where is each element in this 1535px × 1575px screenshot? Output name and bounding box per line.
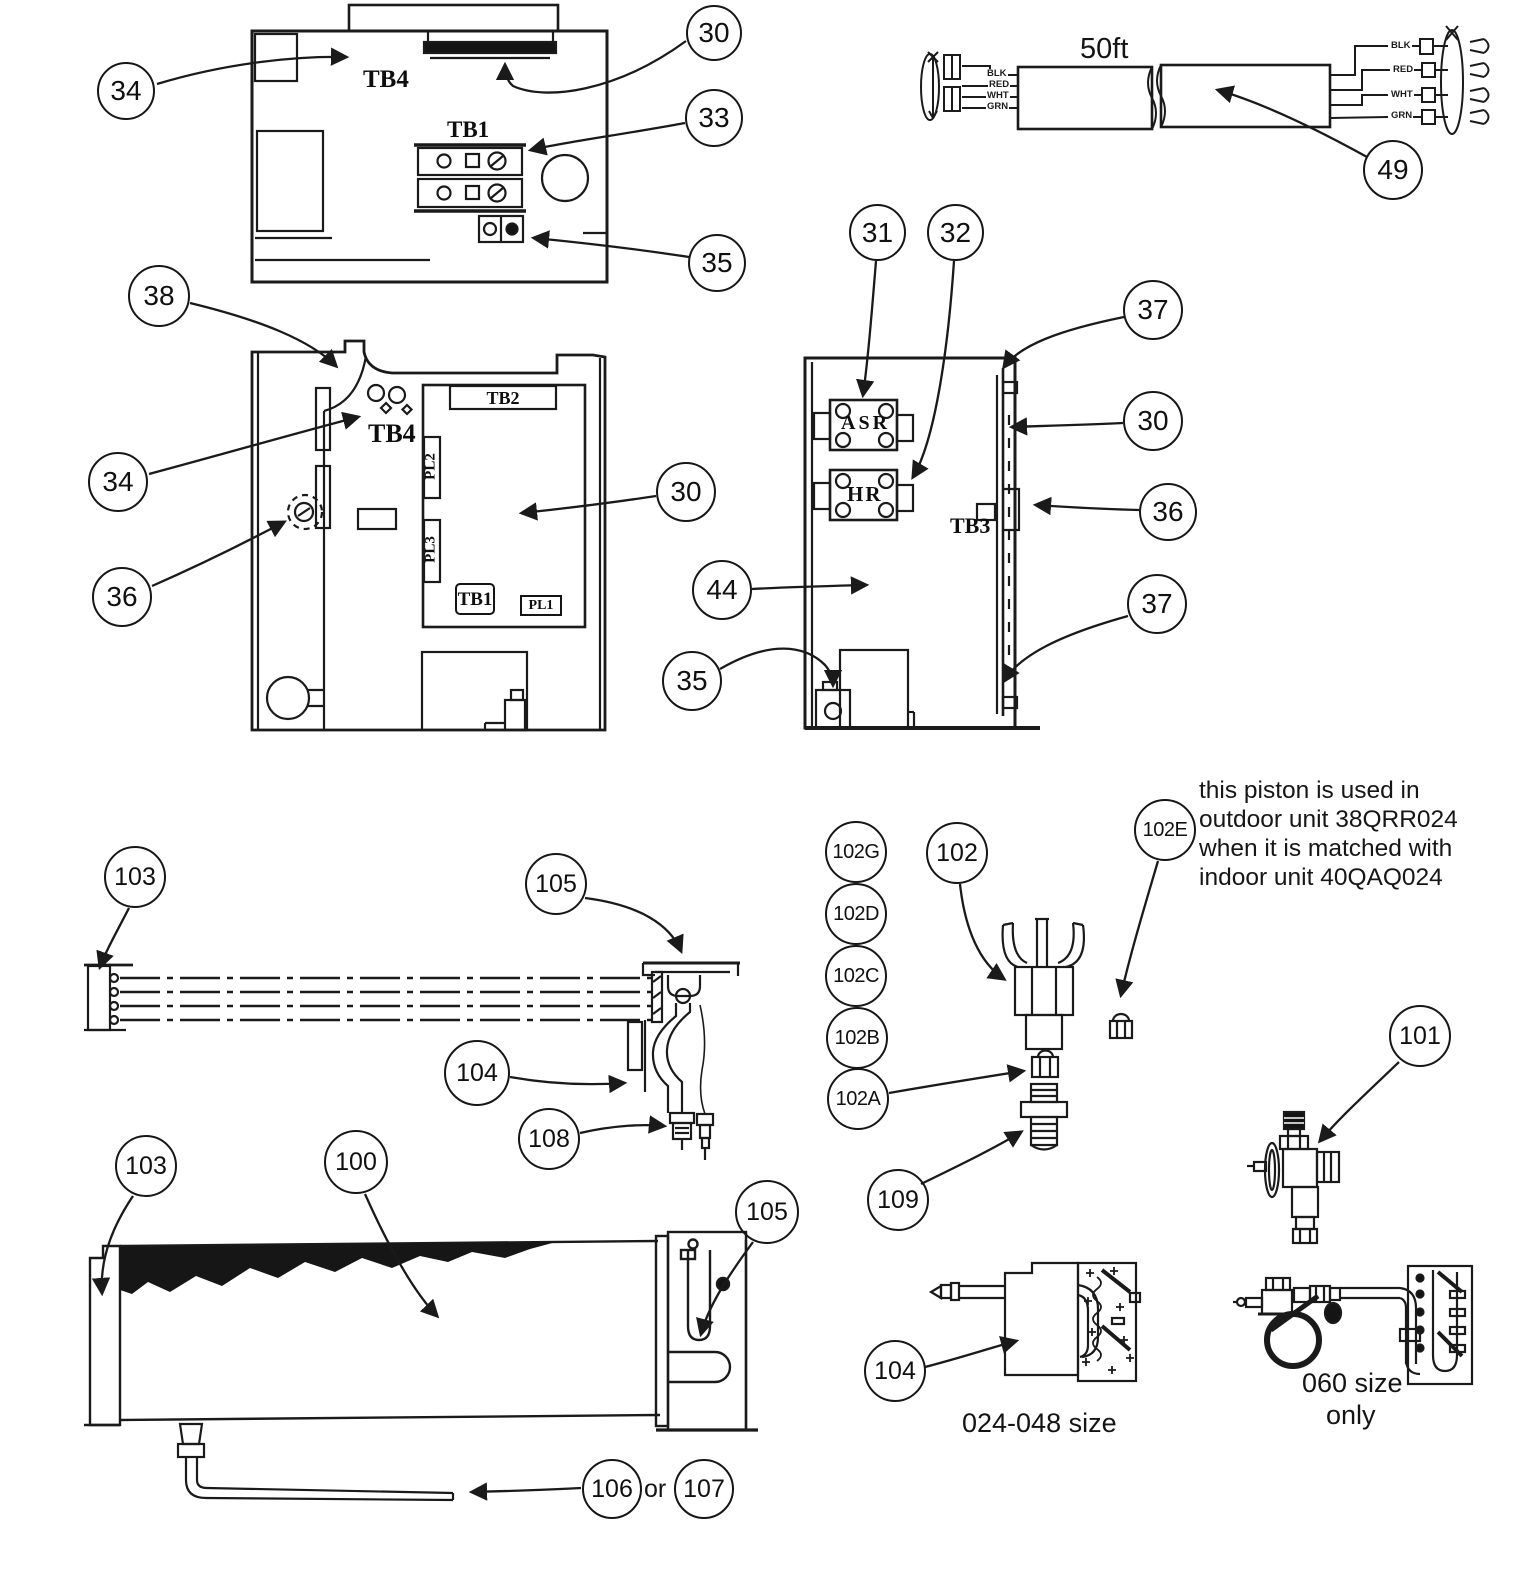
label-pl3: PL3 <box>422 536 439 563</box>
callout-109[interactable]: 109 <box>867 1169 929 1231</box>
callout-105-top[interactable]: 105 <box>525 853 587 915</box>
caption-060-size-line1: 060 size <box>1302 1368 1403 1398</box>
callout-108[interactable]: 108 <box>518 1108 580 1170</box>
drain-tube-drawing <box>178 1424 453 1500</box>
callout-102g[interactable]: 102G <box>825 821 887 883</box>
callout-49[interactable]: 49 <box>1363 140 1423 200</box>
wire-label-red-left: RED <box>989 79 1010 90</box>
caption-024-048-size: 024-048 size <box>962 1408 1117 1438</box>
callout-102b[interactable]: 102B <box>826 1007 888 1069</box>
callout-102c[interactable]: 102C <box>825 945 887 1007</box>
callout-31[interactable]: 31 <box>849 204 906 261</box>
callout-36-mid-box[interactable]: 36 <box>92 567 152 627</box>
callout-35-right-box[interactable]: 35 <box>662 651 722 711</box>
wire-label-grn-right: GRN <box>1391 110 1413 121</box>
wire-label-wht-left: WHT <box>987 90 1009 101</box>
callout-100[interactable]: 100 <box>324 1130 388 1194</box>
callout-102[interactable]: 102 <box>926 822 988 884</box>
callout-34-mid-box[interactable]: 34 <box>88 452 148 512</box>
callout-36-right-box[interactable]: 36 <box>1139 483 1197 541</box>
size-060-assembly-drawing <box>1233 1266 1472 1384</box>
callout-30-top-box[interactable]: 30 <box>686 5 742 61</box>
label-tb3: TB3 <box>950 513 991 538</box>
callout-30-mid-box[interactable]: 30 <box>656 462 716 522</box>
label-cable-length: 50ft <box>1080 33 1129 65</box>
label-tb4-mid: TB4 <box>368 419 416 448</box>
callout-37-top[interactable]: 37 <box>1123 280 1183 340</box>
callout-33[interactable]: 33 <box>685 89 743 147</box>
caption-060-size-line2: only <box>1326 1400 1376 1430</box>
label-asr: ASR <box>841 412 891 434</box>
callout-32[interactable]: 32 <box>927 204 984 261</box>
wire-label-red-right: RED <box>1393 64 1414 75</box>
callout-103-bottom[interactable]: 103 <box>115 1135 177 1197</box>
callout-103-top[interactable]: 103 <box>104 846 166 908</box>
callout-105-bottom[interactable]: 105 <box>735 1180 799 1244</box>
callout-102e[interactable]: 102E <box>1134 799 1196 861</box>
service-valve-drawing <box>1247 1112 1339 1243</box>
label-tb4-top: TB4 <box>363 66 409 93</box>
label-tb2: TB2 <box>486 387 520 408</box>
callout-107[interactable]: 107 <box>674 1459 734 1519</box>
size-024-048-assembly-drawing <box>931 1263 1140 1381</box>
piston-note <box>1199 776 1535 892</box>
callout-106[interactable]: 106 <box>582 1459 642 1519</box>
callout-34-top-box[interactable]: 34 <box>97 62 155 120</box>
callout-38[interactable]: 38 <box>128 265 190 327</box>
callout-37-bottom[interactable]: 37 <box>1127 574 1187 634</box>
top-coil-assembly-drawing <box>84 963 740 1160</box>
callout-101[interactable]: 101 <box>1389 1005 1451 1067</box>
wire-label-blk-right: BLK <box>1391 40 1411 51</box>
piston-note-line4: indoor unit 40QAQ024 <box>1199 864 1443 891</box>
callout-arrows <box>100 41 1399 1492</box>
callout-30-right-box[interactable]: 30 <box>1123 391 1183 451</box>
wire-label-wht-right: WHT <box>1391 89 1413 100</box>
callout-44[interactable]: 44 <box>692 560 752 620</box>
callout-35-top-box[interactable]: 35 <box>688 234 746 292</box>
label-pl2: PL2 <box>422 453 439 480</box>
bottom-coil-assembly-drawing <box>84 1232 758 1430</box>
wire-label-blk-left: BLK <box>987 68 1007 79</box>
label-pl1: PL1 <box>520 595 562 616</box>
label-or: or <box>644 1475 667 1503</box>
label-hr: HR <box>847 482 883 506</box>
distributor-piston-drawing <box>1003 919 1132 1150</box>
piston-note-line1: this piston is used in <box>1199 777 1420 804</box>
label-tb1-top: TB1 <box>447 117 490 142</box>
label-tb1-mid: TB1 <box>455 583 495 615</box>
callout-102a[interactable]: 102A <box>827 1068 889 1130</box>
wire-label-grn-left: GRN <box>987 101 1009 112</box>
callout-102d[interactable]: 102D <box>825 883 887 945</box>
piston-note-line2: outdoor unit 38QRR024 <box>1199 806 1458 833</box>
callout-104-bottom[interactable]: 104 <box>864 1340 926 1402</box>
callout-104-top[interactable]: 104 <box>444 1040 510 1106</box>
piston-note-line3: when it is matched with <box>1199 835 1453 862</box>
